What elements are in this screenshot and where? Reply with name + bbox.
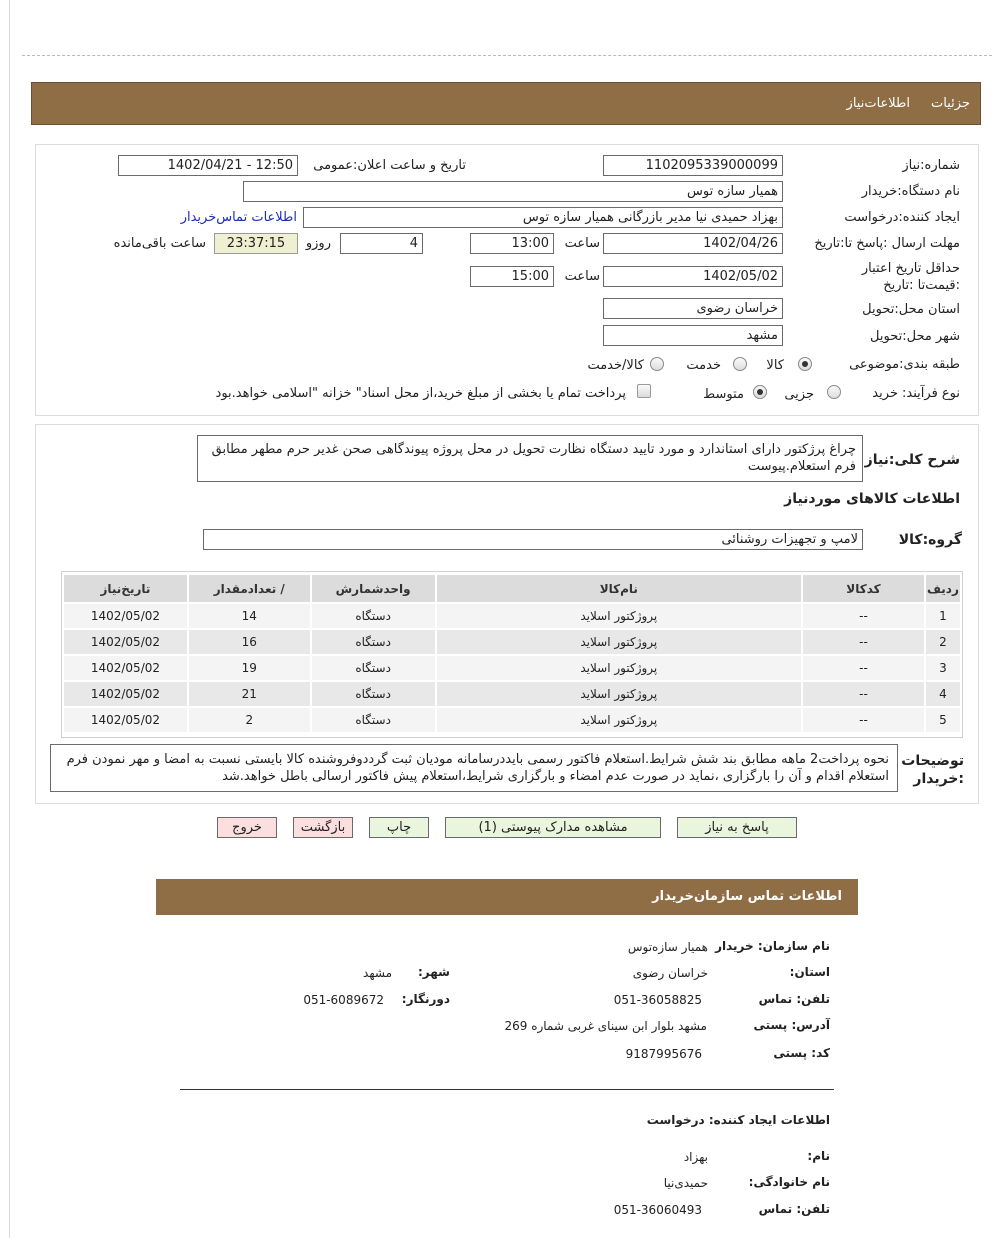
- remaining-timer: 23:37:15: [214, 233, 298, 254]
- goods-group-field: لامپ و تجهیزات روشنائی: [203, 529, 863, 550]
- col-code: کدکالا: [803, 575, 924, 602]
- creator-family-value: حمیدی‌نیا: [663, 1176, 708, 1190]
- cell-name: پروژکتور اسلاید: [437, 656, 802, 680]
- goods-info-title: اطلاعات کالاهای موردنیاز: [784, 491, 960, 507]
- contact-fax-label: دورنگار:: [401, 992, 450, 1006]
- cell-name: پروژکتور اسلاید: [437, 630, 802, 654]
- tab-details[interactable]: جزئیات: [931, 96, 970, 111]
- cell-code: --: [803, 630, 924, 654]
- contact-address-label: آدرس: پستی: [753, 1018, 830, 1032]
- category-option-goods: کالا: [766, 358, 784, 373]
- table-row: [64, 604, 960, 628]
- col-quantity: / تعدادمقدار: [189, 575, 310, 602]
- tab-need-info[interactable]: اطلاعات‌نیاز: [846, 96, 910, 111]
- validity-time-field: 15:00: [470, 266, 554, 287]
- creator-field: بهزاد حمیدی نیا مدیر بازرگانی همیار سازه توس: [303, 207, 783, 228]
- cell-row: 4: [926, 682, 960, 706]
- announce-field: 1402/04/21 - 12:50: [118, 155, 298, 176]
- category-radio-goods[interactable]: [798, 357, 812, 371]
- contact-divider: [180, 1089, 834, 1090]
- cell-date: 1402/05/02: [64, 604, 187, 628]
- creator-phone-value: 051-36060493: [613, 1203, 702, 1217]
- header-bar: [31, 82, 981, 125]
- cell-code: --: [803, 708, 924, 732]
- treasury-payment-note: پرداخت تمام یا بخشی از مبلغ خرید،از محل اسناد" خزانه "اسلامی خواهد.بود: [215, 386, 626, 401]
- description-field: چراغ پرژکتور دارای استاندارد و مورد تایید دستگاه نظارت تحویل در محل پروژه پیوندگاهی صحن غدیر حرم مطهر مطابق فرم استعلام.پیوست: [197, 435, 863, 482]
- process-label: نوع فرآیند: خرید: [872, 386, 960, 401]
- cell-row: 5: [926, 708, 960, 732]
- category-option-service: خدمت: [686, 358, 721, 373]
- cell-quantity: 14: [189, 604, 310, 628]
- validity-date-field: 1402/05/02: [603, 266, 783, 287]
- items-table-header: [64, 575, 960, 602]
- contact-city-label: شهر:: [418, 965, 450, 979]
- buyer-notes-label: توضیحات :خریدار: [901, 753, 964, 787]
- contact-header: [156, 879, 858, 915]
- cell-date: 1402/05/02: [64, 682, 187, 706]
- col-need-date: تاریخ‌نیاز: [64, 575, 187, 602]
- cell-unit: دستگاه: [312, 604, 435, 628]
- description-label: شرح کلی:نیاز: [864, 452, 960, 468]
- contact-postal-value: 9187995676: [625, 1047, 702, 1061]
- remaining-label: ساعت باقی‌مانده: [113, 236, 206, 251]
- cell-quantity: 19: [189, 656, 310, 680]
- cell-row: 1: [926, 604, 960, 628]
- buyer-org-field: همیار سازه توس: [243, 181, 783, 202]
- cell-name: پروژکتور اسلاید: [437, 604, 802, 628]
- buyer-contact-link[interactable]: اطلاعات تماس‌خریدار: [180, 210, 297, 225]
- deadline-time-field: 13:00: [470, 233, 554, 254]
- contact-phone-value: 051-36058825: [613, 993, 702, 1007]
- cell-unit: دستگاه: [312, 708, 435, 732]
- validity-hour-label: ساعت: [564, 269, 600, 284]
- need-number-label: شماره:نیاز: [902, 158, 960, 173]
- contact-address-value: مشهد بلوار ابن سینای غربی شماره 269: [504, 1019, 707, 1033]
- buyer-org-label: نام دستگاه:خریدار: [861, 184, 960, 199]
- table-row: [64, 630, 960, 654]
- contact-phone-label: تلفن: تماس: [758, 992, 830, 1006]
- creator-name-label: نام:: [807, 1149, 830, 1163]
- page-left-border: [9, 0, 10, 1238]
- deadline-hour-label: ساعت: [564, 236, 600, 251]
- table-row: [64, 656, 960, 680]
- province-field: خراسان رضوی: [603, 298, 783, 319]
- table-row: [64, 708, 960, 732]
- col-row: ردیف: [926, 575, 960, 602]
- cell-unit: دستگاه: [312, 682, 435, 706]
- category-label: طبقه بندی:موضوعی: [849, 357, 960, 372]
- process-option-medium: متوسط: [703, 387, 744, 402]
- cell-unit: دستگاه: [312, 630, 435, 654]
- cell-code: --: [803, 604, 924, 628]
- cell-date: 1402/05/02: [64, 708, 187, 732]
- process-radio-medium[interactable]: [753, 385, 767, 399]
- city-field: مشهد: [603, 325, 783, 346]
- attachments-button[interactable]: مشاهده مدارک پیوستی (1): [445, 817, 661, 838]
- contact-postal-label: کد: پستی: [773, 1046, 830, 1060]
- items-table: [62, 573, 962, 734]
- contact-title: اطلاعات تماس سازمان‌خریدار: [652, 889, 842, 904]
- cell-quantity: 16: [189, 630, 310, 654]
- cell-unit: دستگاه: [312, 656, 435, 680]
- buyer-notes-field: نحوه پرداخت2 ماهه مطابق بند شش شرایط.استعلام فاکتور رسمی بایددرسامانه مودیان ثبت گرددوفروشنده کالا بایستی نسبت به امضا و مهر نمودن فرم استعلام اقدام و آن را بارگزاری ،نماید در صورت عدم امضاء و بارگزاری شرایط،استعلام پیش فاکتور ارسالی باطل خواهد.شد: [50, 744, 898, 792]
- creator-phone-label: تلفن: تماس: [758, 1202, 830, 1216]
- cell-name: پروژکتور اسلاید: [437, 682, 802, 706]
- contact-org-label: نام سازمان: خریدار: [715, 939, 830, 953]
- contact-city-value: مشهد: [363, 966, 392, 980]
- validity-label: حداقل تاریخ اعتبار :قیمت‌تا :تاریخ: [861, 261, 960, 293]
- creator-name-value: بهزاد: [683, 1150, 708, 1164]
- cell-row: 3: [926, 656, 960, 680]
- col-name: نام‌کالا: [437, 575, 802, 602]
- treasury-payment-checkbox[interactable]: [637, 384, 651, 398]
- cell-code: --: [803, 682, 924, 706]
- cell-name: پروژکتور اسلاید: [437, 708, 802, 732]
- process-option-minor: جزیی: [784, 387, 814, 402]
- contact-province-label: استان:: [789, 965, 830, 979]
- top-divider: [22, 55, 992, 56]
- cell-date: 1402/05/02: [64, 630, 187, 654]
- creator-label: ایجاد کننده:درخواست: [844, 210, 960, 225]
- need-number-field: 1102095339000099: [603, 155, 783, 176]
- creator-info-title: اطلاعات ایجاد کننده: درخواست: [646, 1113, 830, 1127]
- creator-family-label: نام خانوادگی:: [748, 1175, 830, 1189]
- province-label: استان محل:تحویل: [862, 302, 960, 317]
- reply-button[interactable]: پاسخ به نیاز: [677, 817, 797, 838]
- process-radio-minor[interactable]: [827, 385, 841, 399]
- print-button[interactable]: چاپ: [369, 817, 429, 838]
- back-button[interactable]: بازگشت: [293, 817, 353, 838]
- cell-code: --: [803, 656, 924, 680]
- contact-fax-value: 051-6089672: [303, 993, 384, 1007]
- days-label: روزو: [305, 236, 331, 251]
- category-radio-service[interactable]: [733, 357, 747, 371]
- announce-label: تاریخ و ساعت اعلان:عمومی: [313, 158, 466, 173]
- deadline-date-field: 1402/04/26: [603, 233, 783, 254]
- category-radio-goods-service[interactable]: [650, 357, 664, 371]
- contact-province-value: خراسان رضوی: [632, 966, 708, 980]
- cell-row: 2: [926, 630, 960, 654]
- category-option-goods-service: کالا/خدمت: [587, 358, 644, 373]
- cell-date: 1402/05/02: [64, 656, 187, 680]
- table-row: [64, 682, 960, 706]
- goods-group-label: گروه:کالا: [898, 532, 962, 548]
- days-field: 4: [340, 233, 423, 254]
- exit-button[interactable]: خروج: [217, 817, 277, 838]
- cell-quantity: 2: [189, 708, 310, 732]
- city-label: شهر محل:تحویل: [870, 329, 960, 344]
- contact-org-value: همیار سازه‌توس: [627, 940, 708, 954]
- cell-quantity: 21: [189, 682, 310, 706]
- deadline-label: مهلت ارسال :پاسخ تا:تاریخ: [814, 236, 960, 251]
- col-unit: واحدشمارش: [312, 575, 435, 602]
